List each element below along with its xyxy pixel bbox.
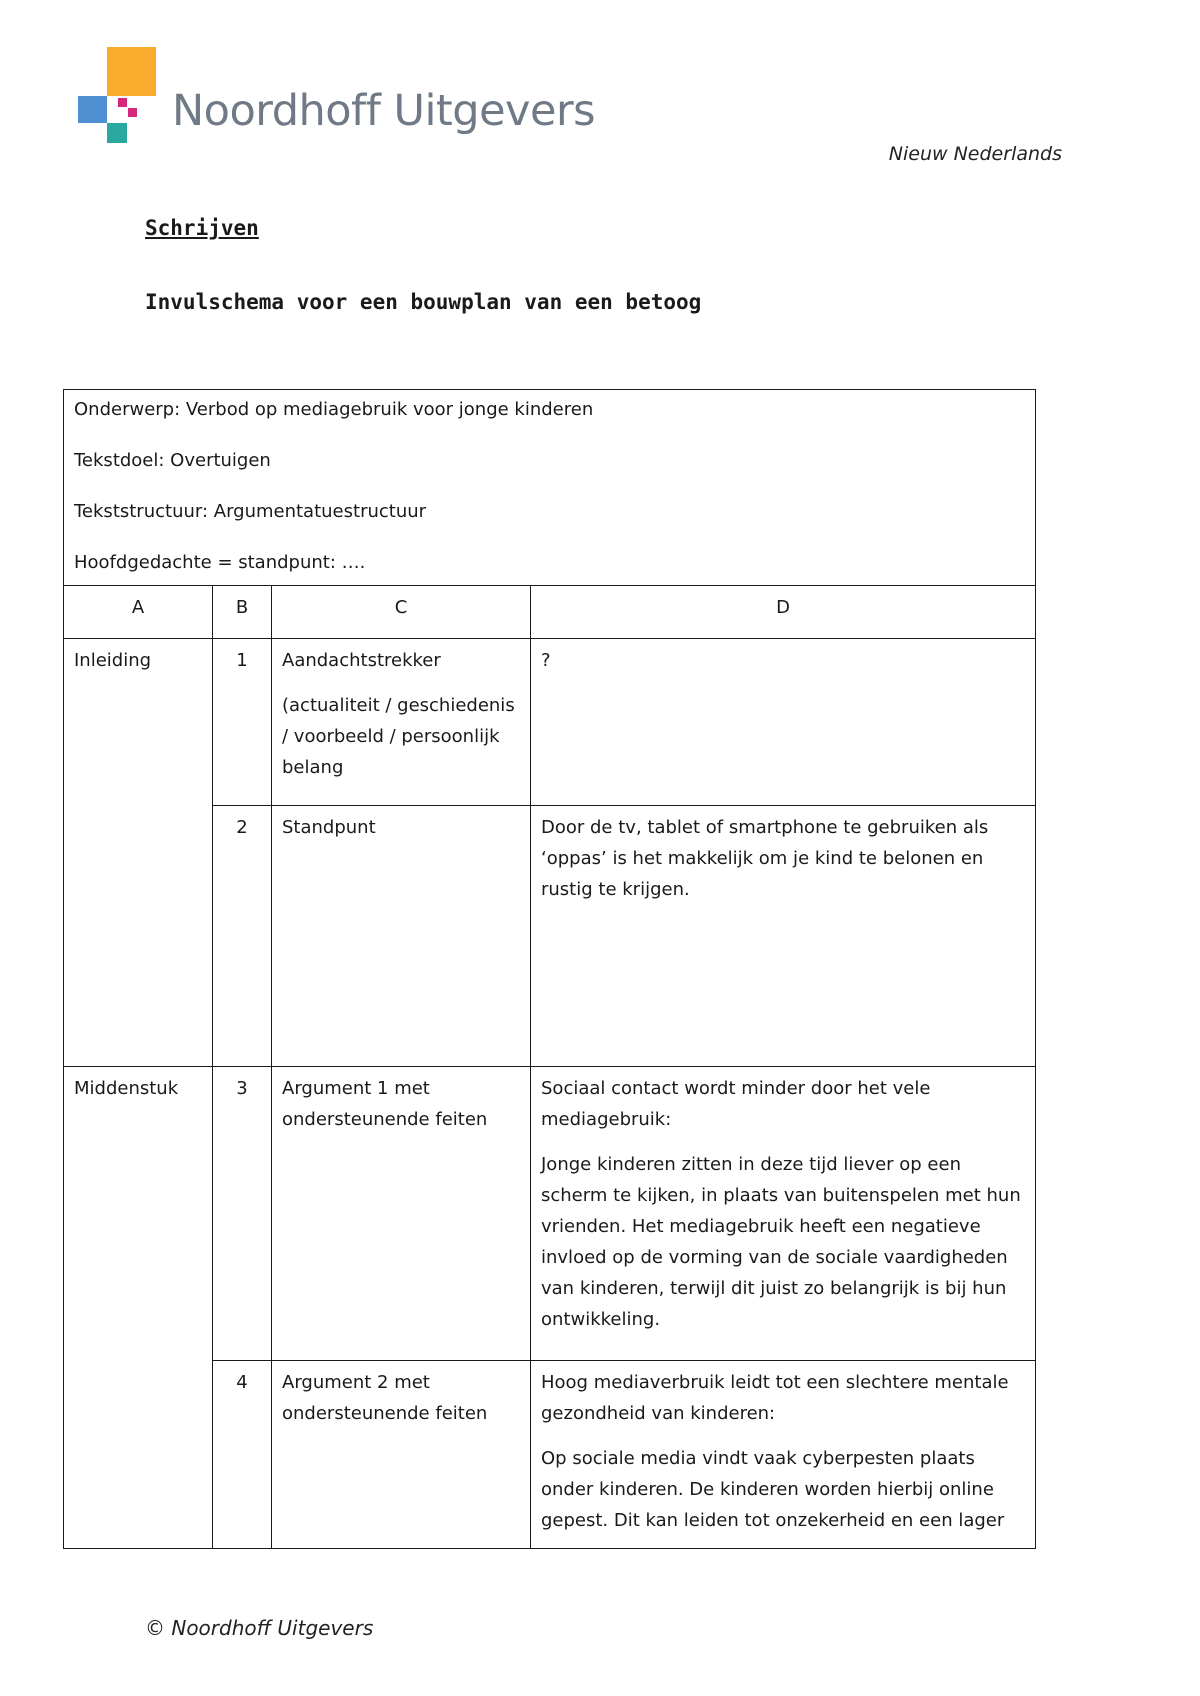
meta-cell [64, 390, 1036, 586]
document-title: Invulschema voor een bouwplan van een betoog [145, 290, 702, 314]
section-cell-middenstuk: Middenstuk [64, 1067, 213, 1549]
row-label: Argument 1 met ondersteunende feiten [282, 1078, 488, 1130]
column-header-c: C [272, 586, 531, 639]
publisher-name: Noordhoff Uitgevers [172, 86, 596, 136]
row-content-cell [531, 1067, 1036, 1361]
logo-blue-square [78, 96, 107, 123]
row-label-cell [272, 639, 531, 806]
table-row [64, 1067, 1036, 1361]
row-label: Argument 2 met ondersteunende feiten [282, 1372, 488, 1424]
row-number: 4 [213, 1361, 272, 1549]
row-label-cell [272, 1067, 531, 1361]
row-content: Sociaal contact wordt minder door het vele mediagebruik: [541, 1078, 931, 1130]
section-cell-inleiding: Inleiding [64, 639, 213, 1067]
row-content: Jonge kinderen zitten in deze tijd liever op een scherm te kijken, in plaats van buitenspelen met hun vrienden. Het mediagebruik heeft een negatieve invloed op de vorming van de sociale vaardigheden van kinderen, terwijl dit juist zo belangrijk is bij hun ontwikkeling. [541, 1154, 1021, 1330]
hoofdgedachte-text: Hoofdgedachte = standpunt: …. [74, 552, 366, 573]
row-content: ? [541, 650, 551, 671]
row-content: Door de tv, tablet of smartphone te gebruiken als ‘oppas’ is het makkelijk om je kind te belonen en rustig te krijgen. [541, 817, 989, 900]
column-header-d: D [531, 586, 1036, 639]
column-header-row [64, 586, 1036, 639]
bouwplan-table [63, 389, 1036, 1549]
row-content-cell [531, 639, 1036, 806]
series-name: Nieuw Nederlands [888, 143, 1062, 165]
row-content-cell [531, 806, 1036, 1067]
column-header-a: A [64, 586, 213, 639]
row-label-note: (actualiteit / geschiedenis / voorbeeld / persoonlijk belang [282, 695, 515, 778]
row-content: Hoog mediaverbruik leidt tot een slechtere mentale gezondheid van kinderen: [541, 1372, 1009, 1424]
logo-orange-square [107, 47, 156, 96]
row-content-cell [531, 1361, 1036, 1549]
row-content: Op sociale media vindt vaak cyberpesten plaats onder kinderen. De kinderen worden hierbij online gepest. Dit kan leiden tot onzekerheid en een lager [541, 1448, 1005, 1531]
publisher-logo-mark [78, 47, 158, 147]
column-header-b: B [213, 586, 272, 639]
table-row [64, 639, 1036, 806]
logo-magenta-square [118, 98, 127, 107]
row-label-cell [272, 806, 531, 1067]
row-label: Aandachtstrekker [282, 650, 441, 671]
row-label-cell [272, 1361, 531, 1549]
section-heading: Schrijven [145, 216, 259, 240]
row-number: 2 [213, 806, 272, 1067]
row-number: 3 [213, 1067, 272, 1361]
row-label: Standpunt [282, 817, 376, 838]
tekststructuur-text: Tekststructuur: Argumentatuestructuur [74, 501, 427, 522]
meta-row [64, 390, 1036, 586]
tekstdoel-text: Tekstdoel: Overtuigen [74, 450, 271, 471]
logo-magenta-square-2 [128, 108, 137, 117]
logo-teal-square [107, 123, 127, 143]
copyright-footer: © Noordhoff Uitgevers [145, 1616, 374, 1640]
row-number: 1 [213, 639, 272, 806]
onderwerp-text: Onderwerp: Verbod op mediagebruik voor jonge kinderen [74, 399, 594, 420]
